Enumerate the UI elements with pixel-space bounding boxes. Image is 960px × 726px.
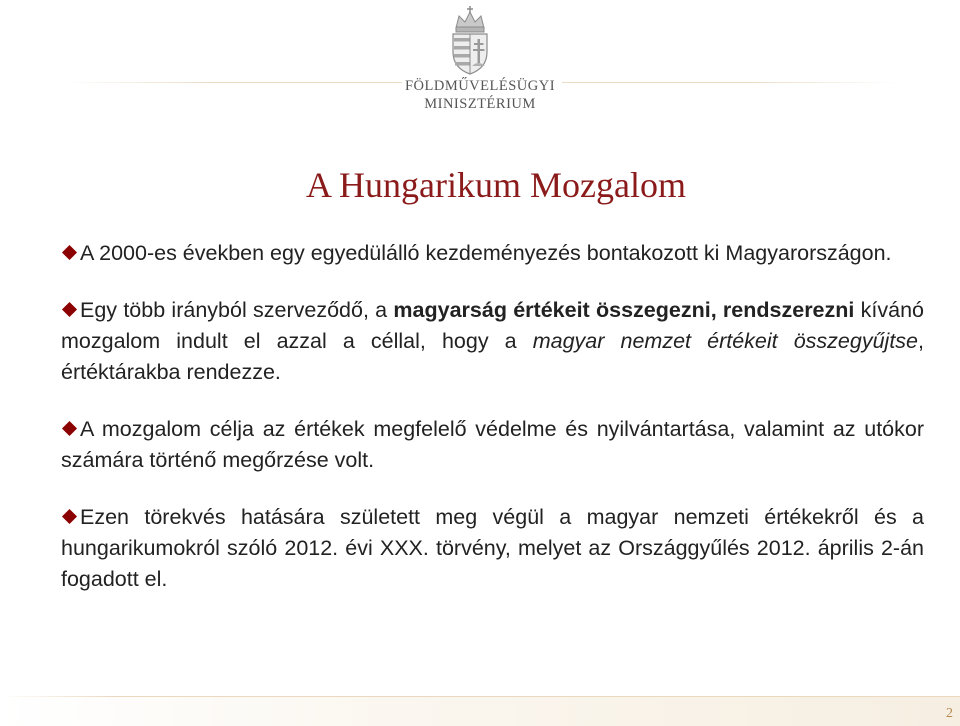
bullet-list xyxy=(61,238,924,595)
diamond-bullet-icon xyxy=(62,302,77,317)
bullet-text-segment: A 2000-es években egy egyedülálló kezdeményezés bontakozott ki Magyarországon. xyxy=(80,241,892,265)
diamond-bullet-icon xyxy=(62,509,77,524)
page-number: 2 xyxy=(946,706,953,721)
diamond-bullet-icon xyxy=(62,421,77,436)
bullet-text-segment: magyarság értékeit összegezni, rendszerezni xyxy=(393,298,855,322)
bullet-text-segment: A mozgalom célja az értékek megfelelő védelme és nyilvántartása, valamint az utókor számára történő megőrzése volt. xyxy=(61,417,924,472)
bullet-text-segment: , értéktárakba rendezze. xyxy=(61,329,924,384)
bullet-item xyxy=(61,238,924,269)
bullet-text-segment: Ezen törekvés hatására született meg végül a magyar nemzeti értékekről és a hungarikumokról szóló 2012. évi XXX. törvény, melyet az Országgyűlés 2012. április 2-án fogadott el. xyxy=(61,505,924,591)
bullet-text-segment: Egy több irányból szerveződő, a xyxy=(80,298,394,322)
bullet-text-segment: kívánó mozgalom indult el azzal a céllal, hogy a xyxy=(61,298,924,353)
bullet-text-segment: magyar nemzet értékeit összegyűjtse xyxy=(532,329,918,353)
footer-band xyxy=(0,697,960,726)
hungarian-coat-of-arms-icon xyxy=(447,6,493,76)
bullet-item xyxy=(61,502,924,595)
slide-header xyxy=(0,0,960,120)
diamond-bullet-icon xyxy=(62,245,77,260)
slide-title: A Hungarikum Mozgalom xyxy=(306,165,686,205)
bullet-item xyxy=(61,295,924,388)
bullet-item xyxy=(61,414,924,476)
ministry-name-line1: FÖLDMŰVELÉSÜGYI xyxy=(404,78,556,94)
ministry-name-line2: MINISZTÉRIUM xyxy=(424,96,536,112)
